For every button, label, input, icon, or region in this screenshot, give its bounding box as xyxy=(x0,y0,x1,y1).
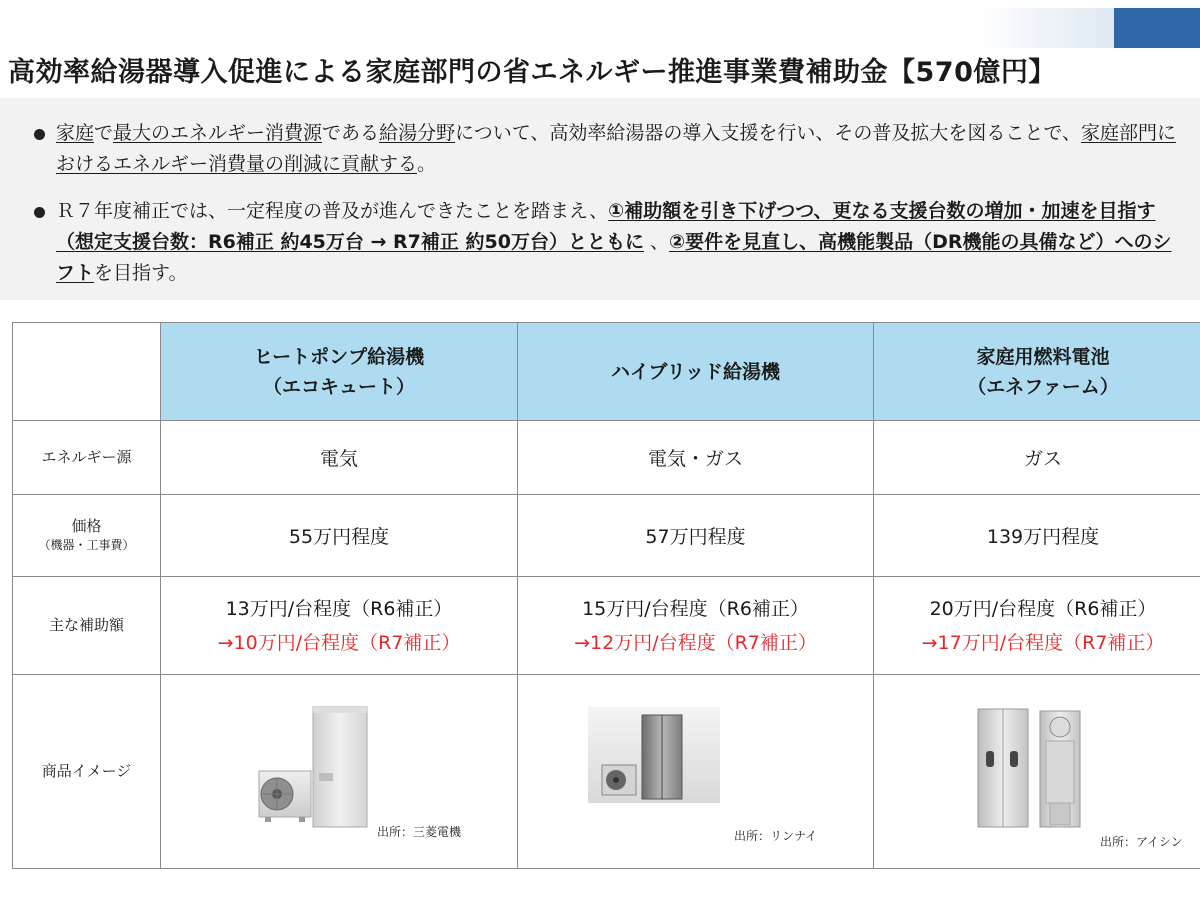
cell-subsidy-fuel-cell xyxy=(874,577,1200,675)
bullet-1-text-4: である xyxy=(322,122,380,144)
cell-energy-fuel-cell: ガス xyxy=(874,421,1200,495)
row-label-subsidy: 主な補助額 xyxy=(13,577,161,675)
bullet-1-text-6: について、高効率給湯器の導入支援を行い、その普及拡大を図ることで、 xyxy=(455,122,1081,144)
row-label-price-sub: （機器・工事費） xyxy=(38,537,135,552)
cell-price-hybrid: 57万円程度 xyxy=(518,495,874,577)
summary-box xyxy=(0,98,1200,300)
brand-bar xyxy=(1114,8,1200,48)
cell-price-heat-pump: 55万円程度 xyxy=(161,495,518,577)
bullet-1-text-5: 給湯分野 xyxy=(379,122,456,144)
header-heat-pump xyxy=(161,323,518,421)
bullet-1-text-3: 最大のエネルギー消費源 xyxy=(113,122,323,144)
credit-hybrid: 出所：リンナイ xyxy=(734,829,818,843)
header-hybrid xyxy=(518,323,874,421)
cell-subsidy-heat-pump xyxy=(161,577,518,675)
header-hybrid-line1: ハイブリッド給湯機 xyxy=(611,360,780,383)
bullet-2-text-3: 、 xyxy=(643,231,670,253)
subsidy-old-hybrid: 15万円/台程度（R6補正） xyxy=(582,597,809,620)
credit-fuel-cell: 出所：アイシン xyxy=(1100,835,1183,849)
header-heat-pump-line1: ヒートポンプ給湯機 xyxy=(253,345,425,368)
bullet-1-text-2: で xyxy=(94,122,114,144)
table-header-row xyxy=(13,323,1200,421)
table-corner-cell xyxy=(13,323,161,421)
bullet-1 xyxy=(34,118,1186,180)
bullet-1-text-1: 家庭 xyxy=(56,122,95,144)
bullet-dot-icon xyxy=(34,207,45,218)
hybrid-product-image xyxy=(518,675,874,869)
bullet-1-text-7: 家庭部門におけるエネルギー消費量の削減に貢献する xyxy=(56,122,1176,175)
subsidy-old-heat-pump: 13万円/台程度（R6補正） xyxy=(225,597,453,620)
header-heat-pump-line2: （エコキュート） xyxy=(262,375,415,398)
subsidy-new-heat-pump: →10万円/台程度（R7補正） xyxy=(217,631,461,654)
table-row-subsidy xyxy=(13,577,1200,675)
table-row-image xyxy=(13,675,1200,869)
cell-image-hybrid xyxy=(518,675,874,869)
row-label-image: 商品イメージ xyxy=(13,675,161,869)
cell-price-fuel-cell: 139万円程度 xyxy=(874,495,1200,577)
heat-pump-product-image xyxy=(161,675,518,869)
header-fuel-cell-line2: （エネファーム） xyxy=(967,375,1119,398)
bullet-dot-icon xyxy=(34,129,45,140)
subsidy-old-fuel-cell: 20万円/台程度（R6補正） xyxy=(929,597,1157,620)
table-row-energy xyxy=(13,421,1200,495)
header-decoration xyxy=(980,8,1200,48)
cell-energy-hybrid: 電気・ガス xyxy=(518,421,874,495)
header-fuel-cell xyxy=(874,323,1200,421)
cell-energy-heat-pump: 電気 xyxy=(161,421,518,495)
bullet-2-text-5: を目指す。 xyxy=(94,262,188,284)
row-label-price-main: 価格 xyxy=(71,516,102,535)
row-label-price xyxy=(13,495,161,577)
subsidy-new-hybrid: →12万円/台程度（R7補正） xyxy=(574,631,817,654)
bullet-2 xyxy=(34,196,1186,289)
page-title: 高効率給湯器導入促進による家庭部門の省エネルギー推進事業費補助金【570億円】 xyxy=(8,57,1056,88)
bullet-2-text-2: ①補助額を引き下げつつ、更なる支援台数の増加・加速を目指す（想定支援台数：R6補正 約45万台 → R7補正 約50万台）とともに xyxy=(56,200,1156,253)
cell-image-fuel-cell xyxy=(874,675,1200,869)
table-row-price xyxy=(13,495,1200,577)
cell-image-heat-pump xyxy=(161,675,518,869)
cell-subsidy-hybrid xyxy=(518,577,874,675)
comparison-table xyxy=(12,322,1200,869)
bullet-2-text-4: ②要件を見直し、高機能製品（DR機能の具備など）へのシフト xyxy=(56,231,1172,284)
credit-heat-pump: 出所：三菱電機 xyxy=(377,825,462,839)
bullet-1-text-8: 。 xyxy=(417,153,437,175)
bullet-2-text-1: Ｒ７年度補正では、一定程度の普及が進んできたことを踏まえ、 xyxy=(56,200,609,222)
subsidy-new-fuel-cell: →17万円/台程度（R7補正） xyxy=(921,631,1165,654)
header-fuel-cell-line1: 家庭用燃料電池 xyxy=(976,345,1110,368)
row-label-energy: エネルギー源 xyxy=(13,421,161,495)
